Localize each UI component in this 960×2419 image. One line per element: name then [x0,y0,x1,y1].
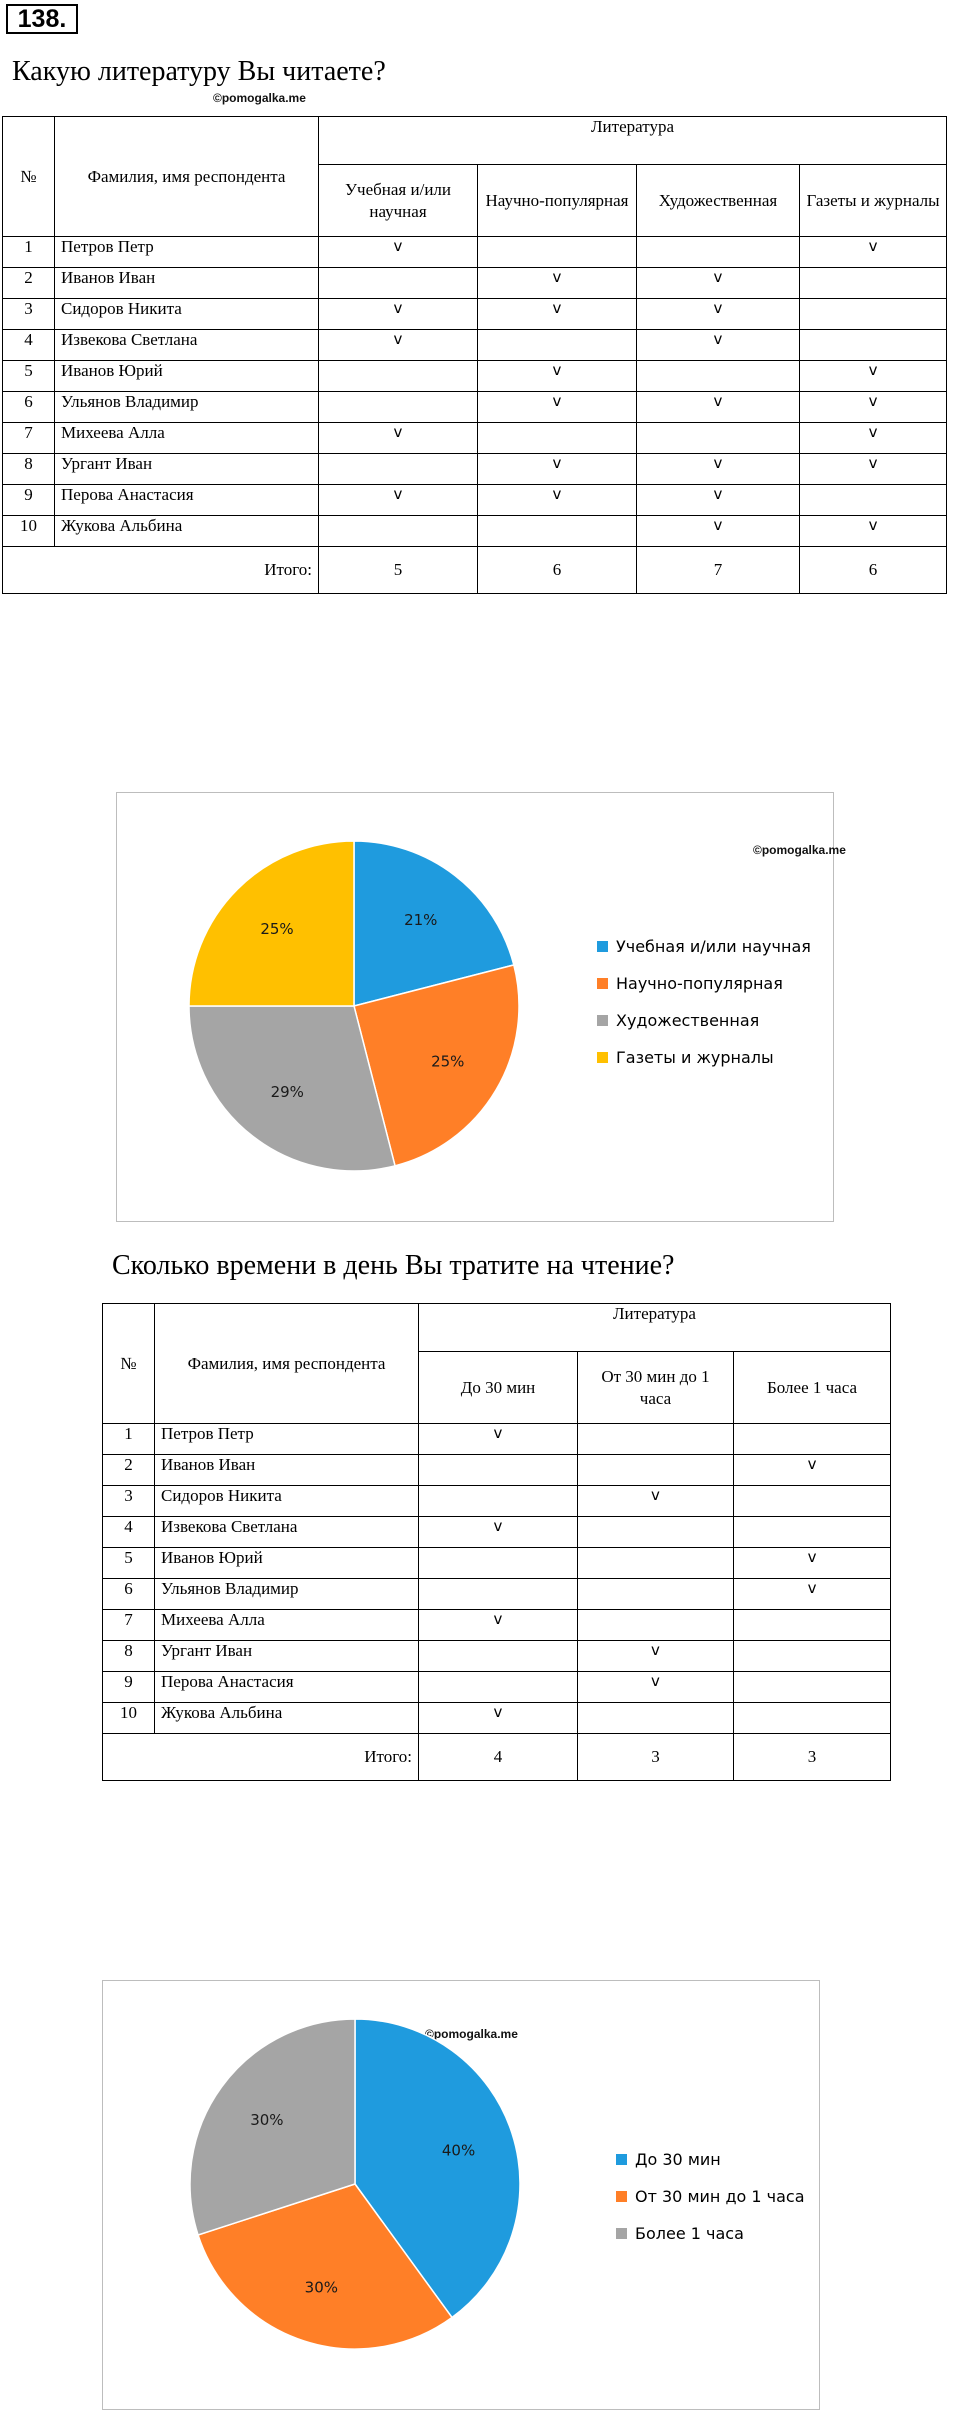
legend-item [597,1002,811,1039]
legend-swatch [597,978,608,989]
legend-reading-time [616,2141,805,2252]
table-row [3,454,947,485]
checkmark-cell [478,423,637,454]
table-row [3,392,947,423]
checkmark-cell: v [800,516,947,547]
checkmark-cell [478,330,637,361]
table-row [103,1424,891,1455]
checkmark-cell [319,361,478,392]
group-header: Литература [319,117,947,165]
reading-time-table [102,1303,891,1781]
row-number: 3 [103,1486,155,1517]
checkmark-cell [419,1579,578,1610]
checkmark-cell [319,516,478,547]
checkmark-cell [319,392,478,423]
checkmark-cell: v [478,361,637,392]
checkmark-cell: v [319,299,478,330]
respondent-name: Петров Петр [155,1424,419,1455]
total-value: 4 [419,1734,578,1781]
table-row [3,423,947,454]
chart-watermark: ©pomogalka.me [753,843,846,857]
checkmark-cell: v [478,268,637,299]
table-row [3,237,947,268]
legend-label: Газеты и журналы [616,1048,774,1067]
respondent-name: Михеева Алла [55,423,319,454]
row-number: 8 [103,1641,155,1672]
checkmark-cell [734,1641,891,1672]
checkmark-cell: v [637,516,800,547]
respondent-name: Перова Анастасия [155,1672,419,1703]
table-row [103,1610,891,1641]
checkmark-cell: v [800,392,947,423]
legend-literature [597,928,811,1076]
checkmark-cell [734,1610,891,1641]
respondent-name: Извекова Светлана [55,330,319,361]
table-row [103,1641,891,1672]
legend-swatch [616,2228,627,2239]
data-label: 25% [260,919,294,938]
respondent-name: Михеева Алла [155,1610,419,1641]
data-label: 25% [431,1052,465,1071]
question-reading-time: Сколько времени в день Вы тратите на чтение? [112,1250,675,1281]
table-row [103,1579,891,1610]
checkmark-cell: v [578,1486,734,1517]
table-row [3,299,947,330]
question-literature: Какую литературу Вы читаете? [12,56,386,87]
checkmark-cell: v [637,268,800,299]
table-row [103,1703,891,1734]
checkmark-cell [578,1610,734,1641]
legend-item [616,2215,805,2252]
row-number: 7 [3,423,55,454]
column-header: От 30 мин до 1 часа [578,1352,734,1424]
legend-item [616,2178,805,2215]
checkmark-cell [319,454,478,485]
checkmark-cell: v [800,423,947,454]
checkmark-cell [578,1517,734,1548]
legend-label: Более 1 часа [635,2224,744,2243]
column-header: Более 1 часа [734,1352,891,1424]
data-label: 40% [441,2141,476,2160]
column-header: Художественная [637,165,800,237]
checkmark-cell [578,1548,734,1579]
checkmark-cell: v [637,330,800,361]
task-number: 138. [6,4,78,34]
row-number: 9 [103,1672,155,1703]
row-number: 1 [103,1424,155,1455]
legend-label: Научно-популярная [616,974,783,993]
checkmark-cell [734,1703,891,1734]
checkmark-cell [478,237,637,268]
total-value: 7 [637,547,800,594]
row-number: 4 [103,1517,155,1548]
checkmark-cell [734,1672,891,1703]
checkmark-cell: v [419,1424,578,1455]
legend-label: Учебная и/или научная [616,937,811,956]
checkmark-cell [578,1579,734,1610]
legend-swatch [597,941,608,952]
checkmark-cell: v [419,1517,578,1548]
name-header: Фамилия, имя респондента [155,1304,419,1424]
row-number: 10 [103,1703,155,1734]
respondent-name: Иванов Иван [55,268,319,299]
respondent-name: Ургант Иван [155,1641,419,1672]
checkmark-cell [800,330,947,361]
checkmark-cell [419,1672,578,1703]
row-number: 9 [3,485,55,516]
checkmark-cell [800,268,947,299]
row-number: 10 [3,516,55,547]
checkmark-cell [734,1486,891,1517]
checkmark-cell [319,268,478,299]
checkmark-cell [419,1641,578,1672]
respondent-name: Сидоров Никита [155,1486,419,1517]
row-number: 1 [3,237,55,268]
checkmark-cell [478,516,637,547]
chart-reading-time [102,1980,820,2410]
table-row [103,1486,891,1517]
checkmark-cell: v [478,454,637,485]
table-row [3,485,947,516]
num-header: № [103,1304,155,1424]
checkmark-cell: v [478,392,637,423]
row-number: 2 [103,1455,155,1486]
column-header: Научно-популярная [478,165,637,237]
checkmark-cell: v [637,454,800,485]
checkmark-cell: v [637,392,800,423]
checkmark-cell: v [734,1455,891,1486]
checkmark-cell: v [319,485,478,516]
checkmark-cell: v [478,299,637,330]
row-number: 7 [103,1610,155,1641]
row-number: 5 [3,361,55,392]
checkmark-cell: v [478,485,637,516]
table-row [103,1517,891,1548]
legend-item [597,965,811,1002]
checkmark-cell [578,1703,734,1734]
table-row [3,268,947,299]
checkmark-cell: v [419,1703,578,1734]
checkmark-cell [734,1424,891,1455]
checkmark-cell [578,1424,734,1455]
respondent-name: Ургант Иван [55,454,319,485]
total-label: Итого: [3,547,319,594]
group-header: Литература [419,1304,891,1352]
checkmark-cell [800,485,947,516]
checkmark-cell: v [319,330,478,361]
checkmark-cell [800,299,947,330]
legend-swatch [597,1052,608,1063]
checkmark-cell [637,237,800,268]
total-label: Итого: [103,1734,419,1781]
data-label: 30% [304,2278,339,2297]
watermark: ©pomogalka.me [213,91,306,105]
respondent-name: Извекова Светлана [155,1517,419,1548]
data-label: 29% [270,1083,304,1102]
table-row [103,1672,891,1703]
legend-item [597,928,811,965]
checkmark-cell: v [800,237,947,268]
checkmark-cell: v [319,423,478,454]
checkmark-cell [419,1455,578,1486]
row-number: 6 [103,1579,155,1610]
total-value: 3 [734,1734,891,1781]
respondent-name: Ульянов Владимир [155,1579,419,1610]
table-row [3,361,947,392]
respondent-name: Жукова Альбина [155,1703,419,1734]
respondent-name: Петров Петр [55,237,319,268]
total-value: 3 [578,1734,734,1781]
column-header: До 30 мин [419,1352,578,1424]
respondent-name: Сидоров Никита [55,299,319,330]
row-number: 5 [103,1548,155,1579]
checkmark-cell: v [319,237,478,268]
row-number: 8 [3,454,55,485]
chart-watermark: ©pomogalka.me [425,2027,518,2041]
total-value: 6 [478,547,637,594]
legend-swatch [597,1015,608,1026]
table-row [3,516,947,547]
checkmark-cell: v [419,1610,578,1641]
column-header: Газеты и журналы [800,165,947,237]
checkmark-cell [637,423,800,454]
legend-label: От 30 мин до 1 часа [635,2187,805,2206]
row-number: 4 [3,330,55,361]
row-number: 2 [3,268,55,299]
literature-table [2,116,947,594]
checkmark-cell [734,1517,891,1548]
chart-literature [116,792,846,1222]
legend-label: Художественная [616,1011,760,1030]
table-row [103,1455,891,1486]
row-number: 3 [3,299,55,330]
table-row [103,1548,891,1579]
row-number: 6 [3,392,55,423]
checkmark-cell [578,1455,734,1486]
total-value: 6 [800,547,947,594]
data-label: 21% [404,910,438,929]
checkmark-cell: v [637,299,800,330]
legend-label: До 30 мин [635,2150,721,2169]
checkmark-cell: v [578,1641,734,1672]
data-label: 30% [250,2110,284,2129]
checkmark-cell [419,1486,578,1517]
legend-swatch [616,2191,627,2202]
checkmark-cell: v [734,1579,891,1610]
checkmark-cell: v [637,485,800,516]
legend-item [597,1039,811,1076]
legend-swatch [616,2154,627,2165]
checkmark-cell [419,1548,578,1579]
checkmark-cell: v [800,361,947,392]
num-header: № [3,117,55,237]
checkmark-cell: v [734,1548,891,1579]
respondent-name: Ульянов Владимир [55,392,319,423]
checkmark-cell [637,361,800,392]
respondent-name: Иванов Юрий [55,361,319,392]
respondent-name: Жукова Альбина [55,516,319,547]
total-value: 5 [319,547,478,594]
respondent-name: Иванов Иван [155,1455,419,1486]
respondent-name: Иванов Юрий [155,1548,419,1579]
column-header: Учебная и/или научная [319,165,478,237]
legend-item [616,2141,805,2178]
checkmark-cell: v [800,454,947,485]
checkmark-cell: v [578,1672,734,1703]
table-row [3,330,947,361]
name-header: Фамилия, имя респондента [55,117,319,237]
respondent-name: Перова Анастасия [55,485,319,516]
